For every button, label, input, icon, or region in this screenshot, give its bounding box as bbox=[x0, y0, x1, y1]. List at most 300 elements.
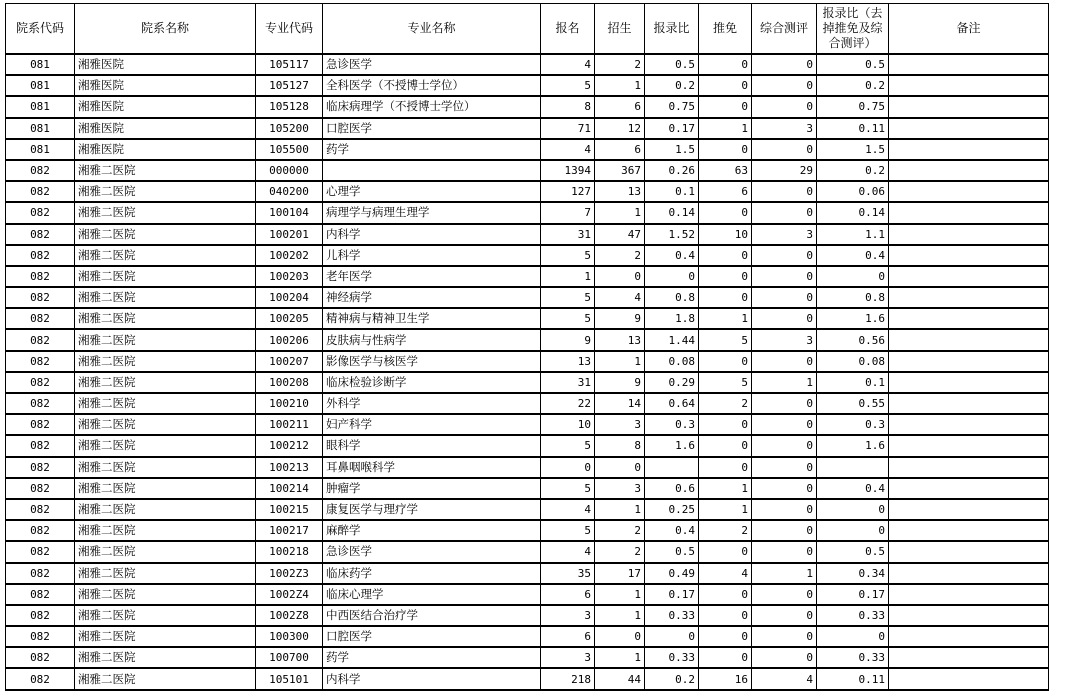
table-row bbox=[6, 329, 1049, 350]
cell-enrolled: 4 bbox=[595, 287, 645, 308]
cell-remarks bbox=[889, 647, 1049, 668]
cell-major-code: 1002Z4 bbox=[256, 584, 323, 605]
cell-applicants: 5 bbox=[541, 435, 595, 456]
cell-dept-code: 082 bbox=[6, 668, 75, 689]
cell-enrolled: 1 bbox=[595, 75, 645, 96]
cell-comprehensive: 0 bbox=[752, 139, 817, 160]
cell-recommended: 4 bbox=[699, 563, 752, 584]
cell-dept-name: 湘雅医院 bbox=[75, 96, 256, 117]
cell-dept-code: 082 bbox=[6, 626, 75, 647]
cell-comprehensive: 0 bbox=[752, 478, 817, 499]
cell-dept-code: 082 bbox=[6, 287, 75, 308]
cell-major-code: 105117 bbox=[256, 54, 323, 75]
cell-major-code: 100202 bbox=[256, 245, 323, 266]
header-enrolled: 招生 bbox=[595, 4, 645, 55]
cell-major-code: 040200 bbox=[256, 181, 323, 202]
cell-dept-code: 081 bbox=[6, 54, 75, 75]
cell-remarks bbox=[889, 499, 1049, 520]
cell-comprehensive: 0 bbox=[752, 245, 817, 266]
cell-enrolled: 6 bbox=[595, 96, 645, 117]
cell-dept-code: 082 bbox=[6, 372, 75, 393]
cell-remarks bbox=[889, 541, 1049, 562]
cell-major-name: 妇产科学 bbox=[323, 414, 541, 435]
cell-major-name: 皮肤病与性病学 bbox=[323, 329, 541, 350]
table-row bbox=[6, 393, 1049, 414]
cell-comprehensive: 0 bbox=[752, 457, 817, 478]
cell-comprehensive: 3 bbox=[752, 224, 817, 245]
cell-comprehensive: 0 bbox=[752, 54, 817, 75]
header-dept-code: 院系代码 bbox=[6, 4, 75, 55]
cell-enrolled: 1 bbox=[595, 647, 645, 668]
cell-dept-name: 湘雅二医院 bbox=[75, 457, 256, 478]
cell-ratio: 0.49 bbox=[645, 563, 699, 584]
cell-dept-name: 湘雅二医院 bbox=[75, 245, 256, 266]
cell-ratio: 0.14 bbox=[645, 202, 699, 223]
cell-recommended: 10 bbox=[699, 224, 752, 245]
cell-remarks bbox=[889, 520, 1049, 541]
cell-major-code: 100217 bbox=[256, 520, 323, 541]
table-row bbox=[6, 435, 1049, 456]
cell-major-name: 急诊医学 bbox=[323, 54, 541, 75]
cell-comprehensive: 0 bbox=[752, 308, 817, 329]
cell-dept-name: 湘雅二医院 bbox=[75, 202, 256, 223]
cell-ratio: 0.25 bbox=[645, 499, 699, 520]
header-comprehensive: 综合测评 bbox=[752, 4, 817, 55]
cell-dept-name: 湘雅二医院 bbox=[75, 435, 256, 456]
cell-major-code: 100214 bbox=[256, 478, 323, 499]
cell-recommended: 5 bbox=[699, 329, 752, 350]
header-dept-name: 院系名称 bbox=[75, 4, 256, 55]
table-row bbox=[6, 626, 1049, 647]
cell-adjusted-ratio: 0.3 bbox=[817, 414, 889, 435]
cell-ratio: 0.2 bbox=[645, 668, 699, 689]
cell-dept-name: 湘雅二医院 bbox=[75, 499, 256, 520]
cell-comprehensive: 0 bbox=[752, 181, 817, 202]
cell-remarks bbox=[889, 266, 1049, 287]
table-row bbox=[6, 139, 1049, 160]
cell-major-name: 内科学 bbox=[323, 668, 541, 689]
header-major-code: 专业代码 bbox=[256, 4, 323, 55]
cell-dept-code: 082 bbox=[6, 224, 75, 245]
cell-ratio: 0.5 bbox=[645, 541, 699, 562]
cell-recommended: 0 bbox=[699, 351, 752, 372]
cell-major-name: 急诊医学 bbox=[323, 541, 541, 562]
cell-applicants: 13 bbox=[541, 351, 595, 372]
cell-remarks bbox=[889, 181, 1049, 202]
cell-adjusted-ratio: 0 bbox=[817, 499, 889, 520]
cell-adjusted-ratio: 0.11 bbox=[817, 118, 889, 139]
cell-remarks bbox=[889, 435, 1049, 456]
cell-adjusted-ratio: 1.6 bbox=[817, 308, 889, 329]
cell-comprehensive: 0 bbox=[752, 96, 817, 117]
cell-dept-code: 082 bbox=[6, 160, 75, 181]
cell-ratio: 1.8 bbox=[645, 308, 699, 329]
header-remarks: 备注 bbox=[889, 4, 1049, 55]
cell-major-code: 100212 bbox=[256, 435, 323, 456]
cell-adjusted-ratio: 0.75 bbox=[817, 96, 889, 117]
cell-dept-code: 082 bbox=[6, 499, 75, 520]
cell-applicants: 5 bbox=[541, 478, 595, 499]
cell-ratio: 0.4 bbox=[645, 245, 699, 266]
cell-applicants: 4 bbox=[541, 54, 595, 75]
table-row bbox=[6, 118, 1049, 139]
cell-enrolled: 1 bbox=[595, 605, 645, 626]
cell-remarks bbox=[889, 584, 1049, 605]
cell-dept-name: 湘雅二医院 bbox=[75, 351, 256, 372]
cell-recommended: 0 bbox=[699, 202, 752, 223]
cell-applicants: 1394 bbox=[541, 160, 595, 181]
cell-major-name: 心理学 bbox=[323, 181, 541, 202]
cell-adjusted-ratio: 0.55 bbox=[817, 393, 889, 414]
cell-recommended: 1 bbox=[699, 499, 752, 520]
cell-adjusted-ratio: 1.5 bbox=[817, 139, 889, 160]
cell-major-name: 麻醉学 bbox=[323, 520, 541, 541]
cell-ratio: 0.33 bbox=[645, 647, 699, 668]
cell-dept-name: 湘雅二医院 bbox=[75, 372, 256, 393]
cell-adjusted-ratio: 0.14 bbox=[817, 202, 889, 223]
cell-adjusted-ratio: 0.17 bbox=[817, 584, 889, 605]
cell-ratio: 0.26 bbox=[645, 160, 699, 181]
cell-major-name: 神经病学 bbox=[323, 287, 541, 308]
cell-major-code: 000000 bbox=[256, 160, 323, 181]
cell-recommended: 63 bbox=[699, 160, 752, 181]
cell-enrolled: 2 bbox=[595, 245, 645, 266]
cell-ratio: 1.6 bbox=[645, 435, 699, 456]
cell-major-code: 100204 bbox=[256, 287, 323, 308]
cell-major-name: 口腔医学 bbox=[323, 118, 541, 139]
cell-ratio: 0 bbox=[645, 266, 699, 287]
table-row bbox=[6, 584, 1049, 605]
cell-dept-name: 湘雅二医院 bbox=[75, 605, 256, 626]
cell-applicants: 3 bbox=[541, 647, 595, 668]
cell-enrolled: 9 bbox=[595, 372, 645, 393]
cell-comprehensive: 0 bbox=[752, 647, 817, 668]
cell-comprehensive: 29 bbox=[752, 160, 817, 181]
cell-adjusted-ratio: 0.34 bbox=[817, 563, 889, 584]
cell-comprehensive: 0 bbox=[752, 202, 817, 223]
cell-adjusted-ratio: 0.11 bbox=[817, 668, 889, 689]
cell-applicants: 5 bbox=[541, 520, 595, 541]
cell-recommended: 2 bbox=[699, 520, 752, 541]
cell-dept-code: 082 bbox=[6, 563, 75, 584]
cell-remarks bbox=[889, 393, 1049, 414]
cell-major-name: 肿瘤学 bbox=[323, 478, 541, 499]
cell-major-name: 耳鼻咽喉科学 bbox=[323, 457, 541, 478]
cell-applicants: 0 bbox=[541, 457, 595, 478]
cell-enrolled: 13 bbox=[595, 181, 645, 202]
cell-major-code: 105200 bbox=[256, 118, 323, 139]
cell-remarks bbox=[889, 478, 1049, 499]
cell-ratio: 0.64 bbox=[645, 393, 699, 414]
cell-recommended: 0 bbox=[699, 647, 752, 668]
cell-comprehensive: 3 bbox=[752, 118, 817, 139]
cell-remarks bbox=[889, 245, 1049, 266]
table-row bbox=[6, 202, 1049, 223]
cell-dept-name: 湘雅二医院 bbox=[75, 393, 256, 414]
cell-applicants: 71 bbox=[541, 118, 595, 139]
cell-ratio: 0.8 bbox=[645, 287, 699, 308]
table-row bbox=[6, 181, 1049, 202]
table-row bbox=[6, 668, 1049, 689]
cell-dept-code: 082 bbox=[6, 393, 75, 414]
cell-dept-code: 082 bbox=[6, 351, 75, 372]
cell-remarks bbox=[889, 96, 1049, 117]
cell-comprehensive: 0 bbox=[752, 393, 817, 414]
cell-remarks bbox=[889, 308, 1049, 329]
cell-recommended: 0 bbox=[699, 541, 752, 562]
cell-major-code: 100300 bbox=[256, 626, 323, 647]
cell-adjusted-ratio: 0.5 bbox=[817, 54, 889, 75]
cell-recommended: 5 bbox=[699, 372, 752, 393]
cell-dept-code: 082 bbox=[6, 308, 75, 329]
cell-enrolled: 1 bbox=[595, 202, 645, 223]
cell-major-code: 105128 bbox=[256, 96, 323, 117]
cell-major-name: 影像医学与核医学 bbox=[323, 351, 541, 372]
cell-major-name: 临床心理学 bbox=[323, 584, 541, 605]
cell-adjusted-ratio: 0.1 bbox=[817, 372, 889, 393]
cell-dept-name: 湘雅二医院 bbox=[75, 541, 256, 562]
table-row bbox=[6, 245, 1049, 266]
cell-applicants: 9 bbox=[541, 329, 595, 350]
cell-enrolled: 367 bbox=[595, 160, 645, 181]
cell-ratio: 0.17 bbox=[645, 584, 699, 605]
cell-major-code: 100206 bbox=[256, 329, 323, 350]
cell-enrolled: 17 bbox=[595, 563, 645, 584]
cell-enrolled: 6 bbox=[595, 139, 645, 160]
table-row bbox=[6, 308, 1049, 329]
table-row bbox=[6, 287, 1049, 308]
cell-comprehensive: 0 bbox=[752, 414, 817, 435]
cell-applicants: 7 bbox=[541, 202, 595, 223]
cell-adjusted-ratio: 1.6 bbox=[817, 435, 889, 456]
cell-comprehensive: 1 bbox=[752, 372, 817, 393]
cell-applicants: 1 bbox=[541, 266, 595, 287]
table-row bbox=[6, 75, 1049, 96]
cell-adjusted-ratio: 0.4 bbox=[817, 478, 889, 499]
cell-dept-code: 082 bbox=[6, 584, 75, 605]
cell-dept-name: 湘雅医院 bbox=[75, 75, 256, 96]
cell-dept-name: 湘雅二医院 bbox=[75, 329, 256, 350]
cell-recommended: 0 bbox=[699, 96, 752, 117]
cell-major-code: 105101 bbox=[256, 668, 323, 689]
cell-comprehensive: 3 bbox=[752, 329, 817, 350]
cell-applicants: 8 bbox=[541, 96, 595, 117]
cell-ratio: 0 bbox=[645, 626, 699, 647]
cell-ratio: 1.52 bbox=[645, 224, 699, 245]
cell-adjusted-ratio: 0.08 bbox=[817, 351, 889, 372]
cell-remarks bbox=[889, 668, 1049, 689]
cell-enrolled: 1 bbox=[595, 584, 645, 605]
cell-dept-name: 湘雅二医院 bbox=[75, 308, 256, 329]
cell-recommended: 0 bbox=[699, 457, 752, 478]
cell-applicants: 6 bbox=[541, 584, 595, 605]
cell-recommended: 1 bbox=[699, 308, 752, 329]
table-row bbox=[6, 224, 1049, 245]
cell-major-name: 全科医学（不授博士学位） bbox=[323, 75, 541, 96]
cell-enrolled: 2 bbox=[595, 541, 645, 562]
cell-dept-code: 082 bbox=[6, 457, 75, 478]
cell-applicants: 127 bbox=[541, 181, 595, 202]
cell-applicants: 10 bbox=[541, 414, 595, 435]
cell-remarks bbox=[889, 287, 1049, 308]
header-adjusted-ratio: 报录比（去掉推免及综合测评） bbox=[817, 4, 889, 55]
cell-major-code: 1002Z8 bbox=[256, 605, 323, 626]
cell-dept-name: 湘雅二医院 bbox=[75, 224, 256, 245]
cell-applicants: 31 bbox=[541, 372, 595, 393]
cell-dept-code: 082 bbox=[6, 435, 75, 456]
cell-recommended: 1 bbox=[699, 478, 752, 499]
cell-remarks bbox=[889, 626, 1049, 647]
cell-applicants: 35 bbox=[541, 563, 595, 584]
cell-major-code: 100218 bbox=[256, 541, 323, 562]
cell-enrolled: 3 bbox=[595, 478, 645, 499]
cell-adjusted-ratio: 0.5 bbox=[817, 541, 889, 562]
cell-enrolled: 1 bbox=[595, 499, 645, 520]
cell-major-name: 临床检验诊断学 bbox=[323, 372, 541, 393]
cell-major-name: 临床病理学（不授博士学位） bbox=[323, 96, 541, 117]
cell-applicants: 4 bbox=[541, 499, 595, 520]
cell-dept-name: 湘雅二医院 bbox=[75, 668, 256, 689]
cell-major-name: 中西医结合治疗学 bbox=[323, 605, 541, 626]
cell-dept-code: 082 bbox=[6, 202, 75, 223]
header-major-name: 专业名称 bbox=[323, 4, 541, 55]
cell-adjusted-ratio: 0.2 bbox=[817, 75, 889, 96]
cell-enrolled: 2 bbox=[595, 520, 645, 541]
cell-applicants: 5 bbox=[541, 245, 595, 266]
cell-adjusted-ratio: 1.1 bbox=[817, 224, 889, 245]
cell-adjusted-ratio: 0.33 bbox=[817, 605, 889, 626]
cell-dept-name: 湘雅二医院 bbox=[75, 626, 256, 647]
cell-applicants: 5 bbox=[541, 308, 595, 329]
cell-enrolled: 1 bbox=[595, 351, 645, 372]
table-row bbox=[6, 96, 1049, 117]
table-row bbox=[6, 478, 1049, 499]
cell-dept-name: 湘雅医院 bbox=[75, 139, 256, 160]
cell-dept-name: 湘雅二医院 bbox=[75, 181, 256, 202]
cell-applicants: 31 bbox=[541, 224, 595, 245]
cell-applicants: 6 bbox=[541, 626, 595, 647]
cell-enrolled: 14 bbox=[595, 393, 645, 414]
cell-dept-name: 湘雅二医院 bbox=[75, 584, 256, 605]
cell-remarks bbox=[889, 160, 1049, 181]
cell-major-code: 105500 bbox=[256, 139, 323, 160]
cell-major-name: 口腔医学 bbox=[323, 626, 541, 647]
cell-dept-code: 081 bbox=[6, 118, 75, 139]
cell-comprehensive: 0 bbox=[752, 351, 817, 372]
cell-enrolled: 12 bbox=[595, 118, 645, 139]
cell-recommended: 0 bbox=[699, 75, 752, 96]
cell-dept-code: 082 bbox=[6, 329, 75, 350]
table-row bbox=[6, 563, 1049, 584]
cell-adjusted-ratio bbox=[817, 457, 889, 478]
cell-dept-code: 082 bbox=[6, 266, 75, 287]
cell-enrolled: 8 bbox=[595, 435, 645, 456]
cell-adjusted-ratio: 0 bbox=[817, 520, 889, 541]
cell-ratio bbox=[645, 457, 699, 478]
cell-major-code: 100215 bbox=[256, 499, 323, 520]
cell-dept-code: 082 bbox=[6, 478, 75, 499]
cell-comprehensive: 0 bbox=[752, 626, 817, 647]
cell-major-name: 老年医学 bbox=[323, 266, 541, 287]
cell-remarks bbox=[889, 118, 1049, 139]
cell-major-name: 药学 bbox=[323, 139, 541, 160]
cell-dept-code: 081 bbox=[6, 75, 75, 96]
table-row bbox=[6, 266, 1049, 287]
cell-major-code: 100208 bbox=[256, 372, 323, 393]
cell-ratio: 0.2 bbox=[645, 75, 699, 96]
cell-dept-code: 082 bbox=[6, 605, 75, 626]
table-row bbox=[6, 605, 1049, 626]
cell-major-name: 眼科学 bbox=[323, 435, 541, 456]
cell-adjusted-ratio: 0.4 bbox=[817, 245, 889, 266]
cell-comprehensive: 0 bbox=[752, 499, 817, 520]
cell-major-code: 100700 bbox=[256, 647, 323, 668]
cell-adjusted-ratio: 0.56 bbox=[817, 329, 889, 350]
cell-major-code: 100207 bbox=[256, 351, 323, 372]
cell-enrolled: 3 bbox=[595, 414, 645, 435]
table-row bbox=[6, 54, 1049, 75]
cell-comprehensive: 0 bbox=[752, 435, 817, 456]
cell-remarks bbox=[889, 329, 1049, 350]
cell-ratio: 0.3 bbox=[645, 414, 699, 435]
cell-major-name: 药学 bbox=[323, 647, 541, 668]
cell-remarks bbox=[889, 563, 1049, 584]
cell-dept-code: 082 bbox=[6, 541, 75, 562]
cell-ratio: 0.08 bbox=[645, 351, 699, 372]
cell-applicants: 218 bbox=[541, 668, 595, 689]
cell-comprehensive: 0 bbox=[752, 520, 817, 541]
cell-adjusted-ratio: 0.8 bbox=[817, 287, 889, 308]
cell-dept-code: 082 bbox=[6, 245, 75, 266]
cell-applicants: 4 bbox=[541, 139, 595, 160]
cell-dept-name: 湘雅二医院 bbox=[75, 520, 256, 541]
cell-major-code: 1002Z3 bbox=[256, 563, 323, 584]
cell-major-code: 100210 bbox=[256, 393, 323, 414]
cell-enrolled: 13 bbox=[595, 329, 645, 350]
table-row bbox=[6, 541, 1049, 562]
admission-ratio-table bbox=[5, 3, 1049, 691]
cell-enrolled: 2 bbox=[595, 54, 645, 75]
cell-recommended: 0 bbox=[699, 245, 752, 266]
cell-recommended: 0 bbox=[699, 414, 752, 435]
cell-adjusted-ratio: 0 bbox=[817, 626, 889, 647]
cell-dept-name: 湘雅医院 bbox=[75, 118, 256, 139]
cell-enrolled: 0 bbox=[595, 626, 645, 647]
cell-enrolled: 47 bbox=[595, 224, 645, 245]
table-row bbox=[6, 372, 1049, 393]
cell-recommended: 1 bbox=[699, 118, 752, 139]
cell-dept-code: 082 bbox=[6, 181, 75, 202]
cell-major-code: 105127 bbox=[256, 75, 323, 96]
cell-ratio: 1.44 bbox=[645, 329, 699, 350]
cell-applicants: 3 bbox=[541, 605, 595, 626]
cell-comprehensive: 1 bbox=[752, 563, 817, 584]
cell-ratio: 0.17 bbox=[645, 118, 699, 139]
cell-ratio: 0.4 bbox=[645, 520, 699, 541]
cell-applicants: 22 bbox=[541, 393, 595, 414]
cell-major-name: 精神病与精神卫生学 bbox=[323, 308, 541, 329]
cell-applicants: 5 bbox=[541, 75, 595, 96]
cell-applicants: 4 bbox=[541, 541, 595, 562]
cell-comprehensive: 0 bbox=[752, 605, 817, 626]
cell-remarks bbox=[889, 224, 1049, 245]
cell-major-code: 100201 bbox=[256, 224, 323, 245]
header-row bbox=[6, 4, 1049, 55]
header-applicants: 报名 bbox=[541, 4, 595, 55]
cell-ratio: 0.75 bbox=[645, 96, 699, 117]
cell-dept-name: 湘雅二医院 bbox=[75, 266, 256, 287]
cell-enrolled: 44 bbox=[595, 668, 645, 689]
